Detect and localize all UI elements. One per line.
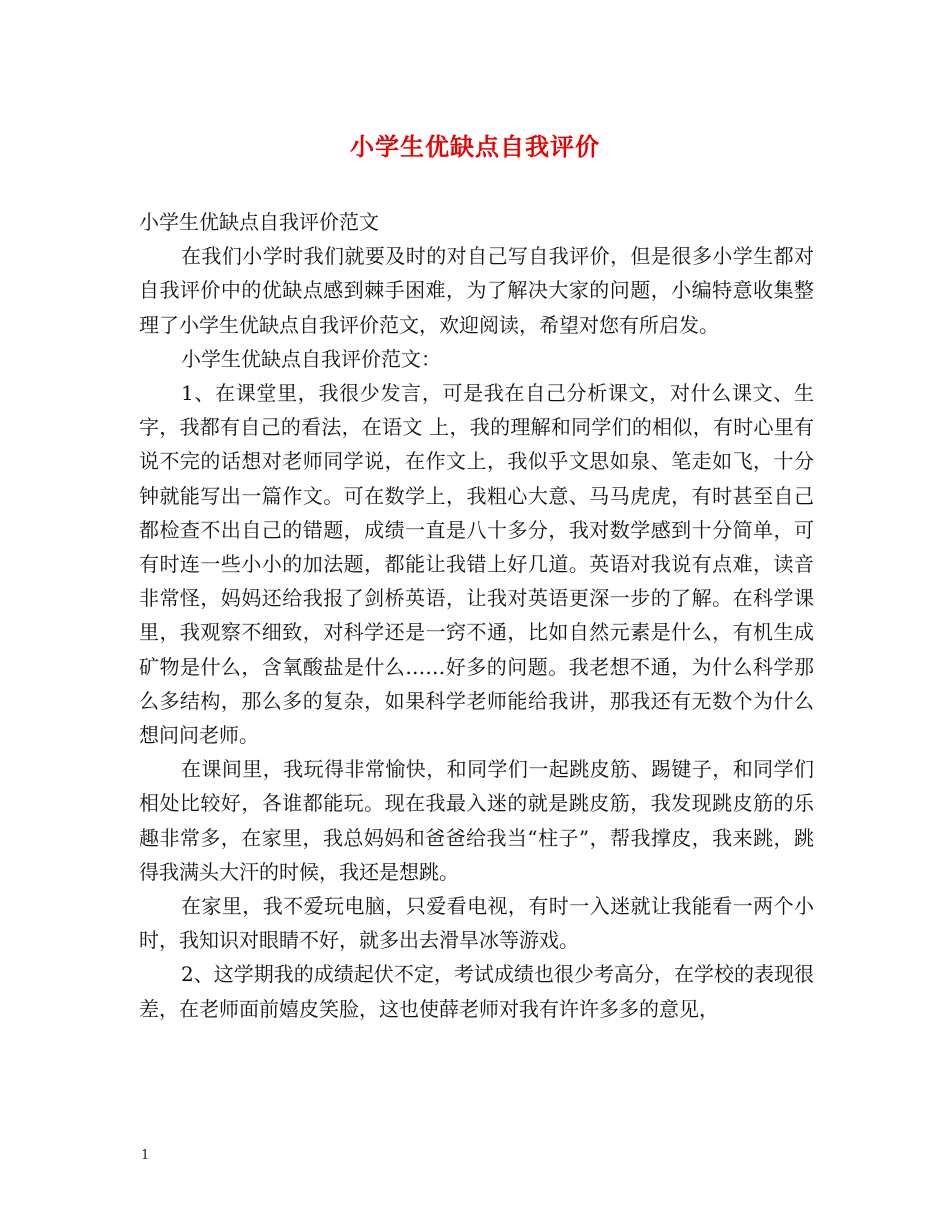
paragraph-intro: 在我们小学时我们就要及时的对自己写自我评价，但是很多小学生都对自我评价中的优缺点感到棘手困难，为了解决大家的问题，小编特意收集整理了小学生优缺点自我评价范文，欢迎阅读，希望对您有所启发。 (139, 244, 814, 337)
paragraph-recess: 在课间里，我玩得非常愉快，和同学们一起跳皮筋、踢键子，和同学们相处比较好，各谁都能玩。现在我最入迷的就是跳皮筋，我发现跳皮筋的乐趣非常多，在家里，我总妈妈和爸爸给我当“柱子”，帮我撑皮，我来跳，跳得我满头大汗的时候，我还是想跳。 (139, 757, 814, 884)
document-title: 小学生优缺点自我评价 (350, 132, 600, 161)
document-subtitle: 小学生优缺点自我评价范文 (139, 210, 379, 234)
paragraph-point-2: 2、这学期我的成绩起伏不定，考试成绩也很少考高分，在学校的表现很差，在老师面前嬉皮笑脸，这也使薛老师对我有许许多多的意见， (139, 962, 814, 1021)
paragraph-home: 在家里，我不爱玩电脑，只爱看电视，有时一入迷就让我能看一两个小时，我知识对眼睛不好，就多出去滑旱冰等游戏。 (139, 894, 814, 953)
page-number: 1 (141, 1148, 150, 1163)
paragraph-heading: 小学生优缺点自我评价范文： (181, 346, 441, 371)
document-body (139, 205, 814, 1026)
paragraph-point-1: 1、在课堂里，我很少发言，可是我在自己分析课文，对什么课文、生字，我都有自己的看法，在语文 上，我的理解和同学们的相似，有时心里有说不完的话想对老师同学说，在作文上，我似乎文思如泉、笔走如飞，十分钟就能写出一篇作文。可在数学上，我粗心大意、马马虎虎，有时甚至自己都检查不出自己的错题，成绩一直是八十多分，我对数学感到十分简单，可有时连一些小小的加法题，都能让我错上好几道。英语对我说有点难，读音非常怪，妈妈还给我报了剑桥英语，让我对英语更深一步的了解。在科学课里，我观察不细致，对科学还是一窍不通，比如自然元素是什么，有机生成矿物是什么，含氧酸盐是什么……好多的问题。我老想不通，为什么科学那么多结构，那么多的复杂，如果科学老师能给我讲，那我还有无数个为什么想问问老师。 (139, 381, 814, 748)
